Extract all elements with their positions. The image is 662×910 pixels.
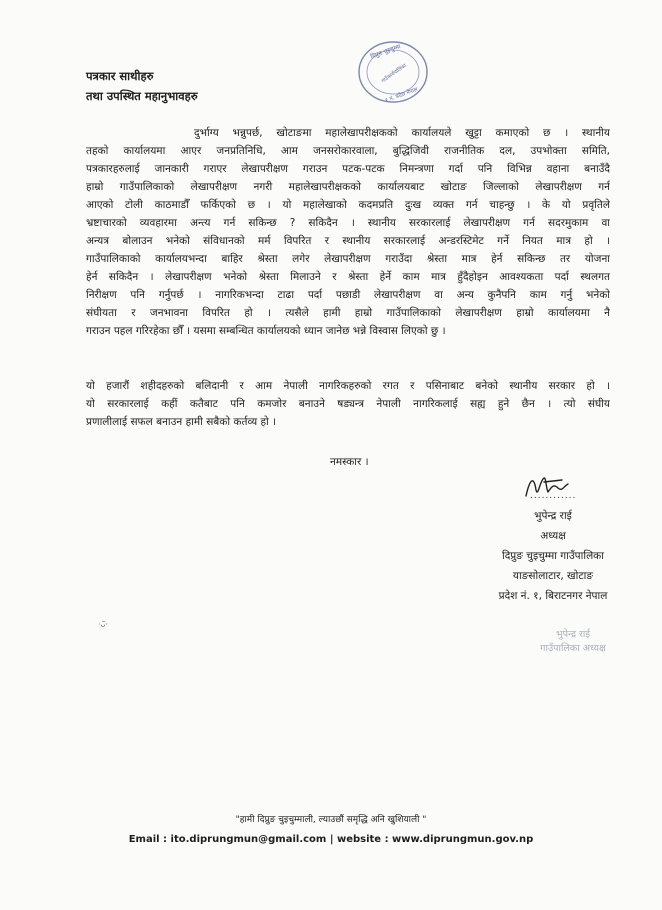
- office-seal-stamp: [352, 36, 434, 108]
- paragraph-line: यो हजारौं शहीदहरुको बलिदानी र आम नेपाली नागरिकहरुको रगत र पसिनाबाट बनेको स्थानीय सरकार हो ।: [86, 380, 610, 392]
- paragraph-line: पत्रकारहरुलाई जानकारी गराएर लेखापरीक्षण गराउन पटक-पटक निमन्त्रणा गर्दा पनि विभिन्न वहाना बनाउँदै: [86, 163, 610, 175]
- paragraph-line: संघीयता र जनभावना विपरित हो । त्यसैले हामी हाम्रो गाउँपालिकाको लेखापरीक्षण हाम्रो कार्यालयमा नै: [86, 307, 610, 319]
- paragraph-line: यो सरकारलाई कहीं कतैबाट पनि कमजोर बनाउने षड्यन्त्र नेपाली नागरिकलाई सह्य हुने छैन । त्यो संघीय: [86, 398, 610, 410]
- signatory-office: दिप्रुङ चुइचुम्मा गाउँपालिका: [502, 550, 604, 562]
- signatory-address: याङसोलाटार, खोटाङ: [512, 570, 594, 582]
- paragraph-line: भ्रष्टाचारको व्यवहारमा अन्त्य गर्न सकिन्छ ? सकिदैन । स्थानीय सरकारलाई लेखापरीक्षण गर्न सदरमुकाम वा: [86, 217, 610, 229]
- stamp-name: भुपेन्द्र राई: [555, 629, 591, 640]
- footer-motto: "हामी दिप्रुङ चुइचुम्माली, ल्याउछौं समृद्धि अनि खुशियाली ": [235, 815, 427, 825]
- signatory-title: अध्यक्ष: [540, 530, 566, 542]
- signatory-block: [488, 506, 618, 606]
- paragraph-line: अन्यत्र बोलाउन भनेको संविधानको मर्म विपरित र स्थानीय सरकारलाई अन्डरस्टिमेट गर्ने नियत मात्र हो ।: [86, 235, 610, 247]
- paragraph-line: प्रणालीलाई सफल बनाउन हामी सबैको कर्तव्य हो ।: [86, 416, 277, 428]
- svg-text:१ नं. प्रदेश नेपाल: १ नं. प्रदेश नेपाल: [384, 86, 419, 105]
- ink-smudge: ·ᴗ̃·: [98, 620, 108, 629]
- paragraph-line: गराउन पहल गरिरहेका छौँ । यसमा सम्बन्धित कार्यालयको ध्यान जानेछ भन्ने विस्वास लिएको छु ।: [86, 325, 446, 337]
- stamp-title: गाउँपालिका अध्यक्ष: [540, 643, 606, 654]
- signatory-name: भुपेन्द्र राई: [534, 510, 572, 522]
- signature-line: ............: [530, 491, 577, 501]
- signatory-province: प्रदेश नं. १, बिराटनगर नेपाल: [498, 590, 608, 602]
- paragraph-line: हाम्रो गाउँपालिकाको लेखापरीक्षण नगरी महालेखापरीक्षकको कार्यालयबाट खोटाङ जिल्लाको लेखापरीक्षण गर्न: [86, 181, 610, 193]
- svg-text:दिप्रुङ चुइचुम्मा: दिप्रुङ चुइचुम्मा: [369, 43, 402, 61]
- body-paragraph-1: [86, 124, 610, 340]
- footer-email: Email : ito.diprungmun@gmail.com |: [128, 834, 337, 845]
- name-stamp: [528, 628, 618, 656]
- paragraph-line: तहको कार्यालयमा आएर जनप्रतिनिधि, आम जनसरोकारवाला, बुद्धिजिवी राजनीतिक दल, उपभोक्ता समिति,: [86, 145, 610, 157]
- salutation: [86, 66, 198, 106]
- paragraph-line: आएको टोली काठमाडौँ फर्किएको छ । यो महालेखाको कदमप्रति दुःख व्यक्त गर्न चाहन्छु । के यो प्रवृतिले: [86, 199, 610, 211]
- salutation-line-2: तथा उपस्थित महानुभावहरु: [86, 89, 198, 103]
- paragraph-line: दुर्भाग्य भन्नुपर्छ, खोटाङमा महालेखापरीक्षकको कार्यालयले खुट्टा कमाएको छ । स्थानीय: [194, 127, 610, 139]
- paragraph-line: गाउँपालिकाको कार्यालयभन्दा बाहिर श्रेस्ता लगेर लेखापरीक्षण गराउँदा श्रेस्ता मात्र हेर्न सकिन्छ तर योजना: [86, 253, 610, 265]
- body-paragraph-2: [86, 377, 610, 431]
- salutation-line-1: पत्रकार साथीहरु: [86, 69, 154, 83]
- footer-website: website : www.diprungmun.gov.np: [336, 834, 534, 845]
- svg-text:गाउँकार्यपालिका: गाउँकार्यपालिका: [380, 62, 408, 85]
- closing-greeting: नमस्कार ।: [330, 456, 369, 468]
- footer-contact: [0, 834, 662, 845]
- paragraph-line: निरीक्षण पनि गर्नुपर्छ । नागरिकभन्दा टाढा पर्दा पछाडी लेखापरीक्षण वा अन्य कुनैपनि काम गर्नु भनेको: [86, 289, 610, 301]
- paragraph-line: हेर्न सकिदैन । लेखापरीक्षण भनेको श्रेस्ता मिलाउने र श्रेस्ता हेर्ने काम मात्र हुँदैहोइन आवश्यकता पर्दा स्थलगत: [86, 271, 610, 283]
